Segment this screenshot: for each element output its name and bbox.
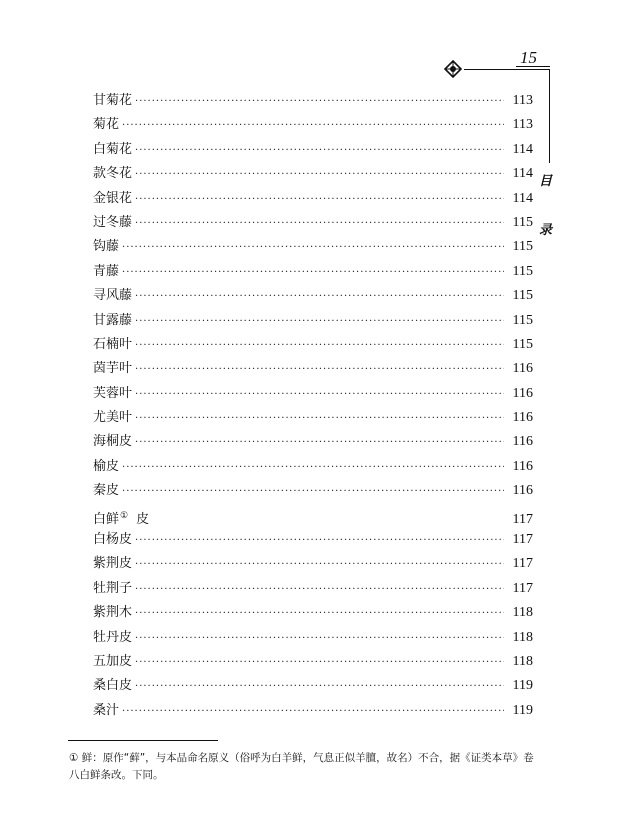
toc-entry-page: 116 [512, 483, 533, 499]
toc-entry [93, 577, 533, 601]
toc-entry [93, 89, 533, 113]
toc-entry-title [93, 284, 132, 308]
diamond-ornament-icon [444, 60, 462, 78]
toc-entry-title-text: 海桐皮 [93, 434, 133, 450]
toc-entry [93, 552, 533, 576]
toc-entry-title-text: 五加皮 [93, 653, 133, 669]
toc-entry-title-text: 青藤 [93, 263, 120, 279]
toc-entry-title [93, 211, 132, 235]
toc-entry-page: 116 [512, 361, 533, 377]
toc-entry-title [93, 479, 119, 503]
toc-entry [93, 455, 533, 479]
footnote-marker: ① [120, 510, 129, 521]
toc-dot-leader [135, 407, 504, 431]
toc-entry [93, 260, 533, 284]
toc-dot-leader [135, 188, 504, 212]
toc-dot-leader [135, 383, 504, 407]
toc-entry-title-text: 款冬花 [93, 166, 133, 182]
toc-entry [93, 528, 533, 552]
toc-entry-page: 118 [512, 629, 533, 645]
toc-entry-page: 119 [512, 678, 533, 694]
toc-dot-leader [135, 602, 504, 626]
toc-entry [93, 138, 533, 162]
toc-entry-page: 115 [512, 263, 533, 279]
header-rule [464, 69, 549, 70]
toc-entry-title [93, 357, 132, 381]
toc-entry [93, 601, 533, 625]
toc-entry-title-text: 桑汁 [93, 702, 120, 718]
toc-dot-leader [135, 90, 504, 114]
toc-entry-title [93, 333, 132, 357]
toc-dot-leader [135, 651, 504, 675]
toc-entry-title-text: 钩藤 [93, 239, 120, 255]
toc-entry-title-text: 牡丹皮 [93, 629, 133, 645]
toc-dot-leader [135, 163, 504, 187]
toc-entry [93, 357, 533, 381]
toc-entry-title [93, 552, 132, 576]
toc-entry-page: 117 [512, 580, 533, 596]
toc-dot-leader [135, 431, 504, 455]
toc-dot-leader [135, 334, 504, 358]
toc-entry [93, 235, 533, 259]
toc-dot-leader [135, 578, 504, 602]
toc-entry-title [93, 577, 132, 601]
page-number-underline [516, 66, 550, 67]
toc-entry [93, 211, 533, 235]
toc-entry-title [93, 626, 132, 650]
toc-dot-leader [135, 553, 504, 577]
toc-entry-page: 117 [512, 532, 533, 548]
toc-dot-leader [122, 700, 504, 724]
toc-entry-title [93, 674, 132, 698]
toc-dot-leader [135, 627, 504, 651]
toc-dot-leader [122, 236, 504, 260]
toc-entry-page: 116 [512, 434, 533, 450]
toc-dot-leader [135, 139, 504, 163]
toc-entry-title [93, 382, 132, 406]
toc-entry-title [93, 162, 132, 186]
toc-entry-title-text: 桑白皮 [93, 678, 133, 694]
toc-dot-leader [135, 529, 504, 553]
toc-entry-title-text: 白菊花 [93, 141, 133, 157]
toc-entry-title-text: 甘露藤 [93, 312, 133, 328]
toc-entry-title [93, 455, 119, 479]
toc-entry-title [93, 309, 132, 333]
toc-dot-leader [135, 212, 504, 236]
toc-entry-title [93, 89, 132, 113]
toc-entry [93, 504, 533, 528]
toc-entry-title-text: 紫荆木 [93, 605, 133, 621]
toc-dot-leader [135, 358, 504, 382]
toc-entry [93, 162, 533, 186]
toc-entry-title-text: 茵芋叶 [93, 361, 133, 377]
toc-entry-page: 116 [512, 458, 533, 474]
side-label-mu: 目 [539, 174, 553, 189]
toc-entry-page: 113 [512, 93, 533, 108]
toc-entry [93, 626, 533, 650]
toc-entry-title-text: 寻风藤 [93, 288, 133, 304]
toc-entry-title [93, 260, 119, 284]
toc-entry-title [93, 650, 132, 674]
page-number: 15 [520, 48, 537, 67]
toc-entry-title-text: 白杨皮 [93, 532, 133, 548]
toc-entry-page: 115 [512, 312, 533, 328]
toc-entry-page: 118 [512, 605, 533, 621]
toc-entry-page: 118 [512, 653, 533, 669]
toc-entry [93, 479, 533, 503]
toc-entry-title [93, 113, 119, 137]
toc-entry-page: 115 [512, 288, 533, 304]
toc-entry-page: 114 [512, 190, 533, 206]
toc-entry-title [93, 528, 132, 552]
toc-entry [93, 382, 533, 406]
toc-entry-title-text: 秦皮 [93, 483, 120, 499]
toc-entry [93, 309, 533, 333]
footnote: ① 鲜：原作“藓”，与本品命名原义（俗呼为白羊鲜，气息正似羊膻，故名）不合，据《证类本草》卷八白鲜条改。下同。 [69, 752, 534, 781]
footnote-rule [68, 740, 218, 741]
toc-entry-title [93, 187, 132, 211]
toc-dot-leader [122, 114, 504, 138]
toc-dot-leader [122, 480, 504, 504]
toc-entry-page: 114 [512, 166, 533, 182]
side-label-lu: 录 [539, 223, 553, 238]
toc-dot-leader [122, 456, 504, 480]
toc-entry [93, 187, 533, 211]
toc-entry-title-text: 白鲜 [93, 511, 120, 527]
toc-entry-title [93, 430, 132, 454]
toc-dot-leader [122, 261, 504, 285]
toc-entry-title [93, 601, 132, 625]
toc-entry-page: 117 [512, 556, 533, 572]
toc-entry-title-text: 榆皮 [93, 458, 120, 474]
toc-entry [93, 284, 533, 308]
toc-entry-title-text: 石楠叶 [93, 336, 133, 352]
toc-dot-leader [135, 285, 504, 309]
toc-entry [93, 674, 533, 698]
toc-entry-title-text: 芙蓉叶 [93, 385, 133, 401]
table-of-contents [93, 89, 533, 723]
toc-entry [93, 113, 533, 137]
toc-entry-page: 117 [512, 511, 533, 527]
toc-entry [93, 699, 533, 723]
toc-entry-title-text: 甘菊花 [93, 93, 133, 108]
toc-entry-page: 113 [512, 117, 533, 133]
toc-entry-page: 116 [512, 410, 533, 426]
toc-entry-title-text: 金银花 [93, 190, 133, 206]
toc-entry-title [93, 699, 119, 723]
toc-entry-page: 115 [512, 239, 533, 255]
toc-entry-title-text: 紫荆皮 [93, 556, 133, 572]
toc-entry-page: 116 [512, 385, 533, 401]
toc-entry-page: 114 [512, 141, 533, 157]
toc-entry-title-text: 尤美叶 [93, 410, 133, 426]
toc-entry-title-suffix: 皮 [136, 511, 150, 527]
toc-entry-page: 119 [512, 702, 533, 718]
toc-entry [93, 333, 533, 357]
toc-entry-title-text: 牡荆子 [93, 580, 133, 596]
toc-entry-title [93, 138, 132, 162]
toc-entry-title-text: 过冬藤 [93, 214, 133, 230]
toc-entry [93, 406, 533, 430]
toc-dot-leader [135, 310, 504, 334]
toc-entry [93, 650, 533, 674]
toc-entry-title [93, 406, 132, 430]
toc-entry-title-text: 菊花 [93, 117, 120, 133]
toc-entry [93, 430, 533, 454]
toc-entry-page: 115 [512, 214, 533, 230]
toc-dot-leader [135, 675, 504, 699]
toc-entry-title [93, 235, 119, 259]
side-rule [549, 69, 550, 163]
toc-entry-page: 115 [512, 336, 533, 352]
